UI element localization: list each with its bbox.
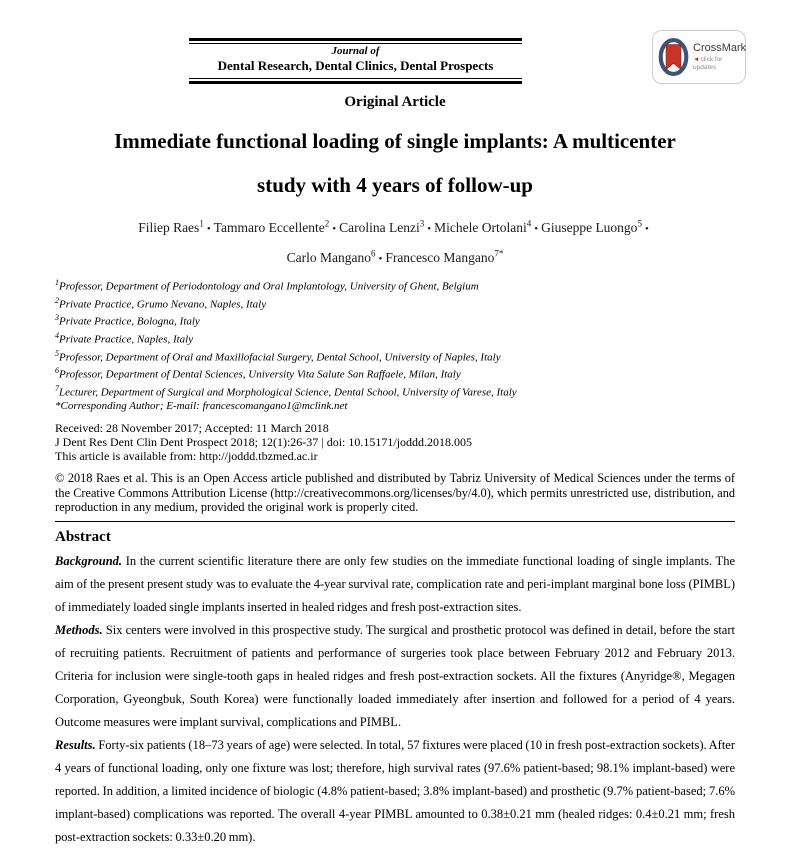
authors-line [55,242,735,273]
abstract-body [55,550,735,849]
author-name: Giuseppe Luongo$^5$ [541,218,642,235]
abstract-paragraph: Results. Forty-six patients (18–73 years of age) were selected. In total, 57 fixtures were placed (10 in fresh post-extraction sockets). After 4 years of functional loading, only one fixture was lost; therefore, high survival rates (97.6% patient-based; 98.1% implant-based) were reported. In addition, a limited incidence of biologic (4.8% patient-based; 3.8% implant-based) and prosthetic (9.7% patient-based; 7.6% implant-based) complications was reported. The overall 4-year PIMBL amounted to 0.38±0.21 mm (healed ridges: 0.4±0.21 mm; fresh post-extraction sockets: 0.33±0.20 mm). [55,737,735,844]
author-separator: • [332,222,337,235]
affiliation-item: $^1$Professor, Department of Periodontology and Oral Implantology, University of Ghent, Belgium [55,278,479,293]
authors-line [55,211,735,242]
author-separator: • [206,222,211,235]
crossmark-arrow-icon: ◄ [693,56,700,63]
author-separator: • [427,222,432,235]
affiliation-item: $^7$Lecturer, Department of Surgical and Morphological Science, Dental School, University of Varese, Italy [55,383,517,399]
journal-header-box [189,38,522,84]
affiliation-item: $^2$Private Practice, Grumo Nevano, Naples, Italy [55,295,267,311]
affiliation-item: $^6$Professor, Department of Dental Sciences, University Vita Salute San Raffaele, Milan, Italy [55,366,461,381]
author-name: Tammaro Eccellente$^2$ [213,218,330,235]
abstract-paragraph: Methods. Six centers were involved in this prospective study. The surgical and prosthetic protocol was defined in detail, before the start of recruiting patients. Recruitment of patients and performance of surgeries took place between February 2012 and February 2013. Criteria for inclusion were single-tooth gaps in healed ridges and fresh post-extraction sockets. All the fixtures (Anyridge®, Megagen Corporation, Gyeongbuk, South Korea) were functionally loaded immediately after insertion and followed for a period of 4 years. Outcome measures were implant survival, complications and PIMBL. [55,622,735,729]
author-name: Carolina Lenzi$^3$ [339,218,425,235]
affiliation-item: $^4$Private Practice, Naples, Italy [55,330,194,346]
availability-line: This article is available from: http://joddd.tbzmed.ac.ir [55,449,318,463]
received-accepted-line: Received: 28 November 2017; Accepted: 11 March 2018 [55,420,329,435]
crossmark-logo-icon [657,35,690,79]
author-separator: • [644,222,649,235]
journal-pretitle: Journal of [331,45,380,57]
crossmark-text [693,42,746,72]
article-title [55,119,735,207]
author-name: Filiep Raes$^1$ [138,218,204,235]
article-type-label: Original Article [344,94,446,110]
author-separator: • [534,222,539,235]
author-name: Francesco Mangano$^{7*}$ [385,248,504,265]
abstract-section-label: Methods. [55,622,103,637]
article-meta [55,421,735,464]
article-title-line2: study with 4 years of follow-up [257,173,533,197]
masthead [0,0,789,88]
abstract-section-label: Results. [55,737,96,752]
crossmark-title: CrossMark [693,42,747,54]
article-title-line1: Immediate functional loading of single implants: A multicenter [114,129,676,153]
section-divider [55,521,735,522]
affiliation-item: $^3$Private Practice, Bologna, Italy [55,313,200,328]
crossmark-badge[interactable] [652,30,746,84]
abstract-heading: Abstract [55,528,111,545]
affiliation-item: $^5$Professor, Department of Oral and Maxillofacial Surgery, Dental School, University of Naples, Italy [55,348,501,364]
page-content [0,93,789,849]
citation-doi-line: J Dent Res Dent Clin Dent Prospect 2018; 12(1):26-37 | doi: 10.15171/joddd.2018.005 [55,434,473,449]
crossmark-subtitle [693,56,746,72]
abstract-paragraph: Background. In the current scientific literature there are only few studies on the immediate functional loading of single implants. The aim of the present present study was to evaluate the 4-year survival rate, complication rate and peri-implant marginal bone loss (PIMBL) of immediately loaded single implants inserted in healed ridges and fresh post-extraction sites. [55,553,735,614]
author-name: Michele Ortolani$^4$ [434,218,532,235]
author-name: Carlo Mangano$^6$ [286,248,376,265]
journal-header-inner [189,43,522,79]
abstract-section-label: Background. [55,553,123,568]
crossmark-subtitle-text: click for updates [693,56,723,71]
journal-name: Dental Research, Dental Clinics, Dental Prospects [217,58,494,73]
authors-list [55,211,735,272]
affiliations-list [55,276,735,413]
copyright-notice: © 2018 Raes et al. This is an Open Access article published and distributed by Tabriz University of Medical Sciences under the terms of the Creative Commons Attribution License (http://creativecommons.org/licenses/by/4.0), which permits unrestricted use, distribution, and reproduction in any medium, provided the original work is properly cited. [55,471,735,515]
author-separator: • [378,253,383,265]
affiliation-item: *Corresponding Author; E-mail: francescomangano1@mclink.net [55,399,348,412]
